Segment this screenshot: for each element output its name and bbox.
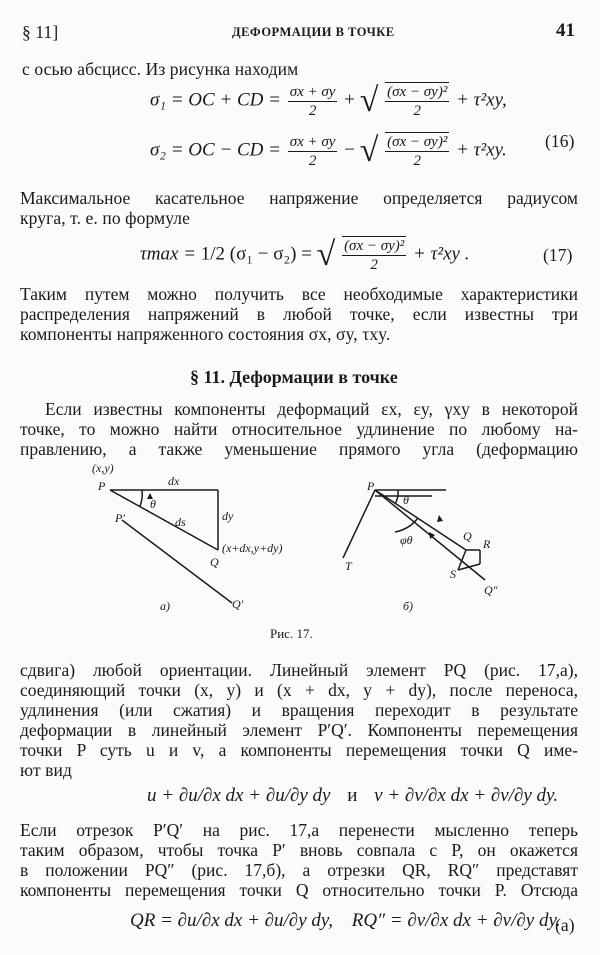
fig-label-ds: ds [175,515,186,529]
running-title: ДЕФОРМАЦИИ В ТОЧКЕ [232,25,395,39]
fig-a-theta-arc [140,490,142,506]
para4-line5: точки P суть u и v, а компоненты перемещения точки Q име- [20,740,578,760]
eq-v-part: v + ∂v/∂x dx + ∂v/∂y dy. [374,785,559,806]
para2-line1: Таким путем можно получить все необходимые характеристики [20,284,578,304]
fig-label-q-prime: Q′ [232,597,244,611]
para3-line1: Если известны компоненты деформаций εx, εy, γxy в некоторой [45,399,578,419]
fig-label-p: P [98,479,106,493]
page-number: 41 [556,20,575,41]
para4-line1: сдвига) любой ориентации. Линейный элемент PQ (рис. 17,a), [20,660,578,680]
equation-17: τmax = 1/2 (σ₁ − σ₂) = √ $\frac{\text{(σx − σy)²}}{2}$ + τ²xy . [140,236,470,273]
equation-16-line2: σ₂ = OC − CD = $\frac{\sigma x + \sigma y}{2}$ − √ $\frac{\text{(σx − σy)²}}{2}$ + τ²xy. [150,132,507,169]
fig-b-label-phi: φθ [400,533,413,547]
fig-label-xy: (x,y) [92,461,114,475]
fig-b-theta-arc [395,490,398,504]
eq16-num: σx + σy [289,83,336,100]
para1-line1: Максимальное касательное напряжение определяется радиусом [20,188,578,208]
intro-line: с осью абсцисс. Из рисунка находим [22,59,299,79]
fig-b-label-s: S [450,567,456,581]
para4-line4: деформации в линейный элемент P′Q′. Компоненты перемещения [20,720,578,740]
eq-a-rq: RQ″ = ∂v/∂x dx + ∂v/∂y dy. [351,910,561,931]
para5-line2: таким образом, чтобы точка P′ вновь совпала с P, он окажется [20,840,578,860]
header-section: § 11] [22,22,59,42]
para3-line2: точке, то можно найти относительное удлинение по любому на- [20,419,578,439]
fig-label-dy: dy [222,509,234,523]
eq17-rad-tail: + τ²xy . [413,243,470,265]
eq16-rad-num: (σx − σy)² [387,84,448,100]
para5-line1: Если отрезок P′Q′ на рис. 17,a перенести мысленно теперь [20,820,578,840]
para5-line3: в положении PQ″ (рис. 17,б), а отрезки QR, RQ″ представят [20,860,578,880]
para5-line4: компоненты перемещения точки Q относительно точки P. Отсюда [20,880,578,900]
fig-b-arrow-icon [437,515,443,522]
section-heading: § 11. Деформации в точке [190,367,398,387]
equation-a [130,910,561,932]
fig-b-label-q2: Q″ [484,583,498,597]
equation-a-label: (a) [555,915,575,935]
eq16-line1-lhs: σ₁ = OC + CD = [150,89,281,111]
eq-u-part: u + ∂u/∂x dx + ∂u/∂y dy [147,785,331,806]
para2-line3: компоненты напряженного состояния σx, σy, τxy. [20,324,391,344]
para4-line2: соединяющий точки (x, y) и (x + dx, y + dy), после переноса, [20,680,578,700]
fig-label-dx: dx [168,474,180,488]
equation-16-label: (16) [545,131,575,151]
fig-label-q: Q [210,555,219,569]
fig-b-pq-line [375,490,466,550]
eq-a-qr: QR = ∂u/∂x dx + ∂u/∂y dy, [130,910,334,931]
eq16-rad-tail: + τ²xy, [456,89,507,111]
fig-label-a: a) [160,599,170,613]
fig-b-label-t: T [345,559,352,573]
fig-label-theta: θ [150,497,156,511]
fig-b-label-q: Q [463,529,472,543]
fig-label-xdx: (x+dx,y+dy) [222,541,283,555]
para1-line2: круга, т. е. по формуле [20,208,190,228]
eq16-line2-lhs: σ₂ = OC − CD = [150,139,281,161]
eq-and: и [347,785,358,806]
figure-17 [0,460,600,645]
fig-b-label-p: P [367,479,375,493]
eq17-lhs: τmax = [140,243,197,265]
eq16-rad-tail2: + τ²xy. [456,139,507,161]
fig-label-p-prime: P′ [115,511,125,525]
eq16-den: 2 [308,102,317,119]
figure-caption: Рис. 17. [270,626,313,641]
para4-line6: ют вид [20,760,72,780]
fig-b-label-theta: θ [403,493,409,507]
fig-b-pt-line [343,490,375,558]
fig-a-ds-line [110,490,218,550]
para3-line3: правлению, а также уменьшение прямого угла (деформацию [20,439,578,459]
eq17-rad-num: (σx − σy)² [344,238,405,254]
para4-line3: удлинения (или сжатия) и вращения переходит в результате [20,700,578,720]
fig-b-phi-arc [395,518,418,532]
para2-line2: распределения напряжений в любой точке, если известны три [20,304,578,324]
equation-16-line1: σ₁ = OC + CD = $\frac{\sigma x + \sigma y}{2}$ + √ $\frac{\text{(σx − σy)²}}{2}$ + τ²xy, [150,82,507,119]
eq17-half: 1/2 (σ₁ − σ₂) = [200,243,312,265]
fig-b-qs-line [458,550,466,570]
fig-b-label-b: б) [403,599,414,613]
fig-b-label-r: R [483,537,491,551]
equation-uv [147,785,558,807]
fig-b-sr-line [458,564,480,570]
equation-17-label: (17) [543,245,573,265]
